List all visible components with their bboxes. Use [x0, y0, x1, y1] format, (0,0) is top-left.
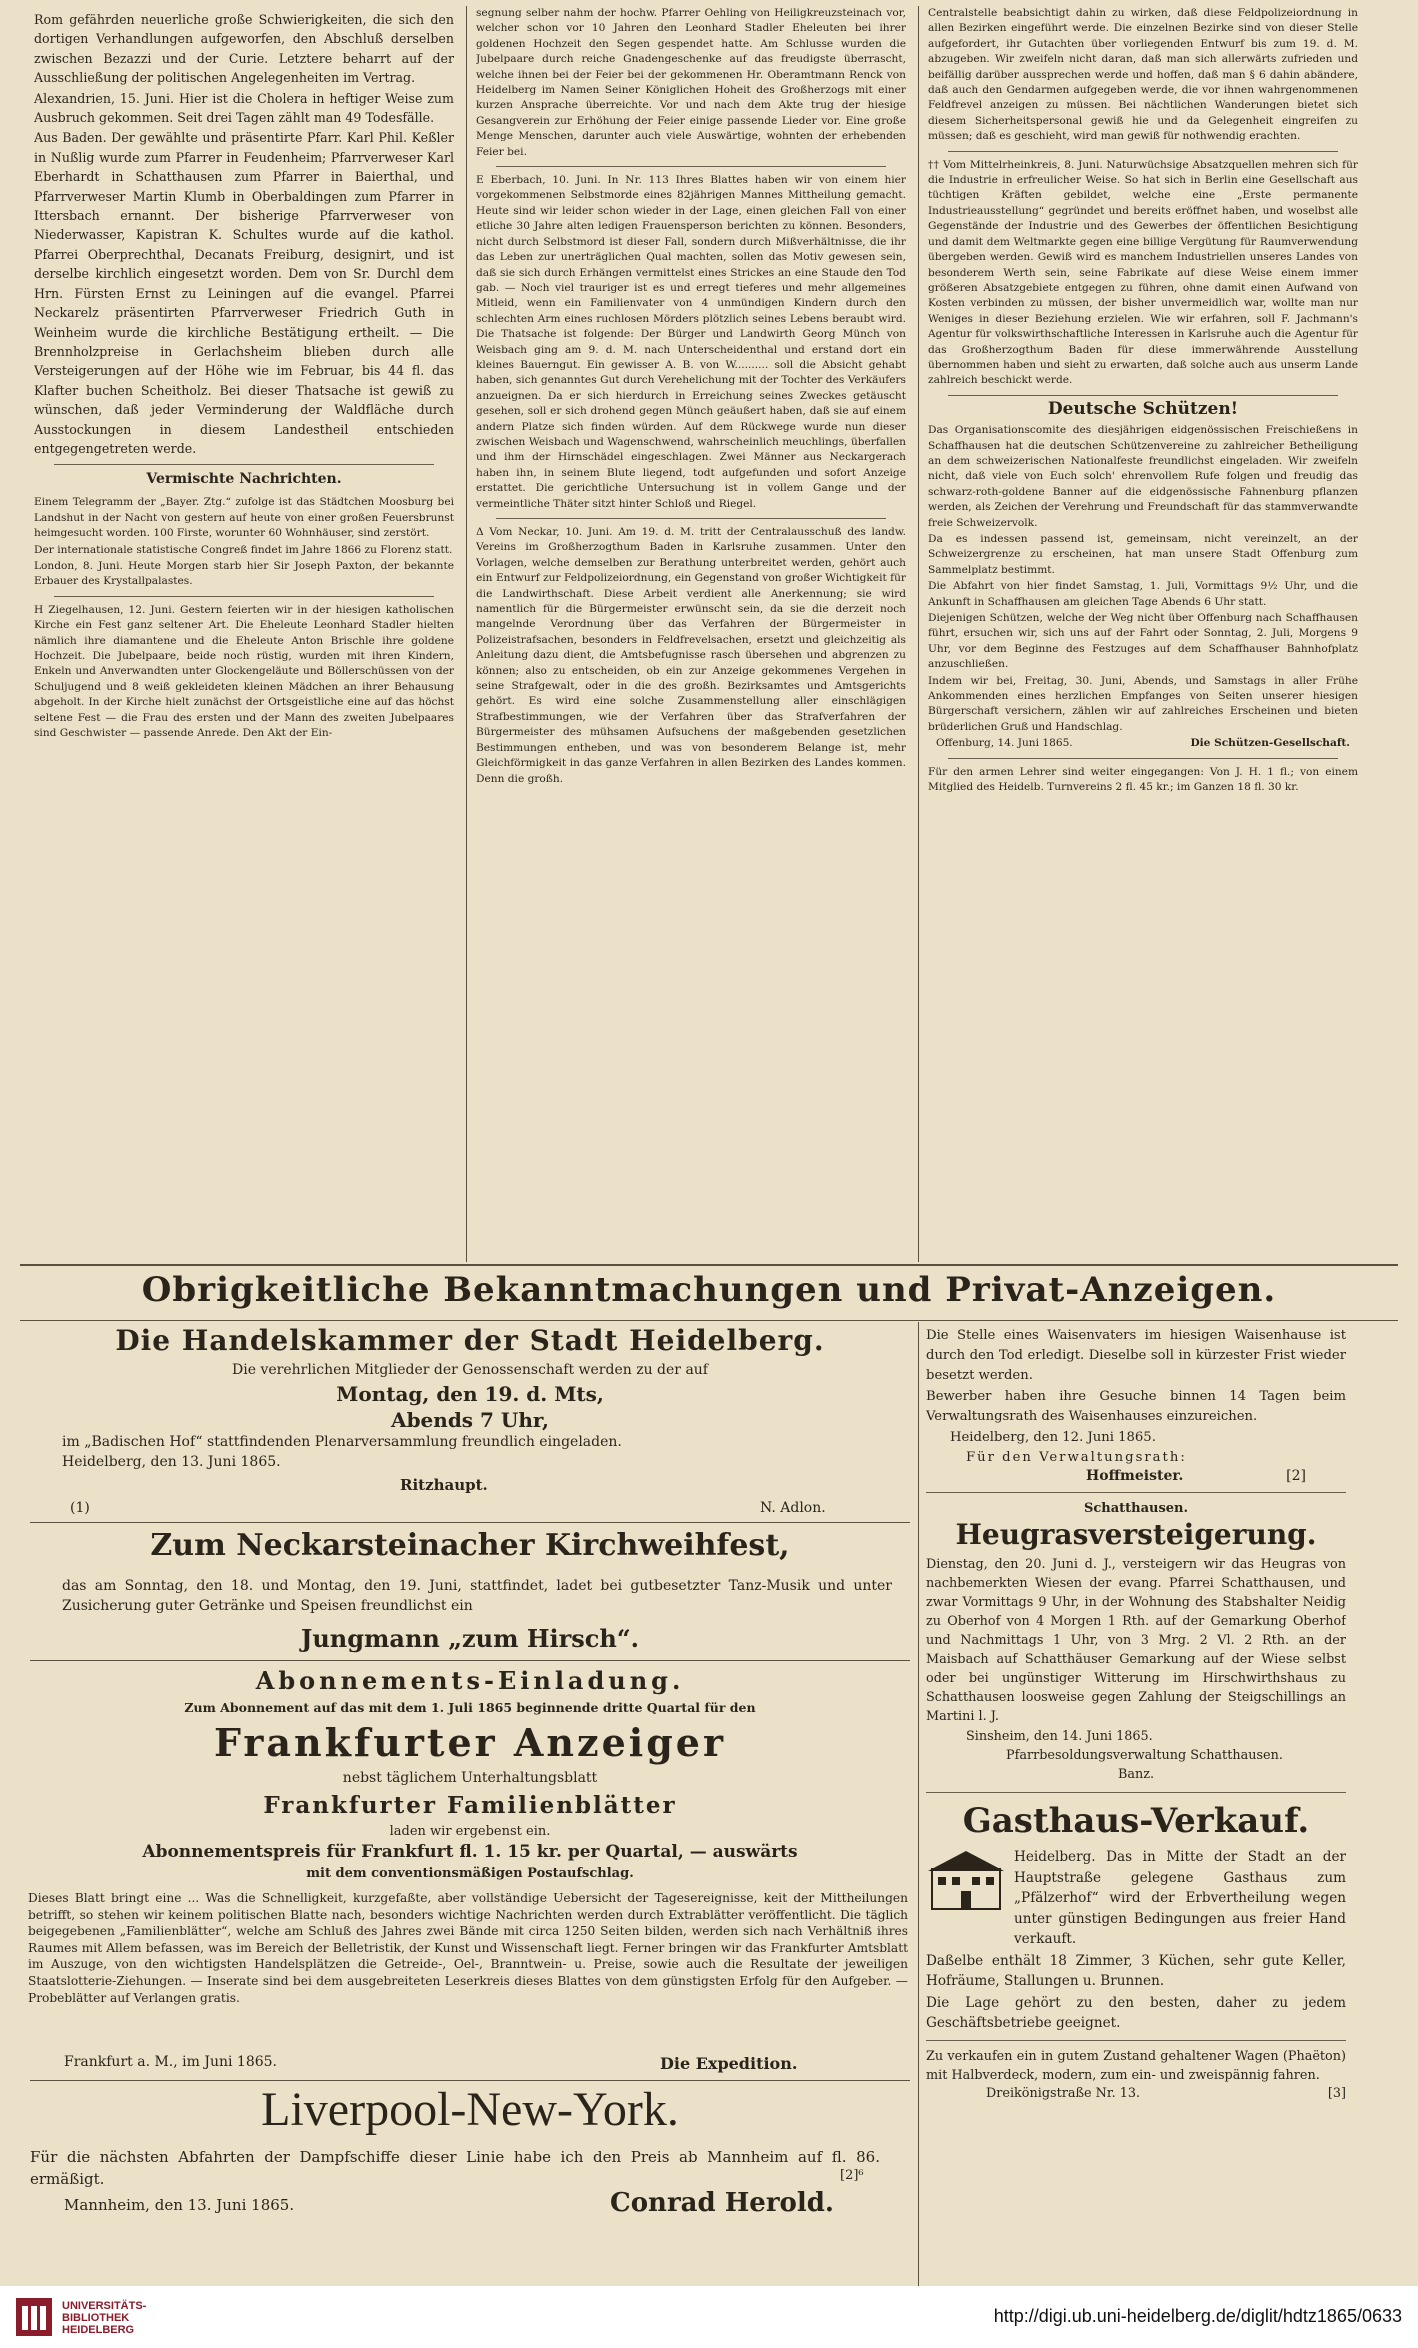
divider: [30, 1660, 910, 1661]
building-icon: [926, 1847, 1006, 1911]
sign-name: Die Schützen-Gesellschaft.: [1190, 737, 1350, 750]
ad-number: [2]⁶: [840, 2168, 864, 2183]
signature-line: [926, 1468, 1346, 1484]
ad-text: mit dem conventionsmäßigen Postaufschlag.: [306, 1866, 634, 1881]
ad-signature: Hoffmeister.: [1086, 1468, 1184, 1484]
ad-signature: Pfarrbesoldungsverwaltung Schatthausen.: [1006, 1748, 1283, 1763]
article-alexandrien: Alexandrien, 15. Juni. Hier ist die Cholera in heftiger Weise zum Ausbruch gekommen. Seit drei Tagen zählt man 49 Todesfälle.: [34, 90, 454, 126]
ad-body: Daßelbe enthält 18 Zimmer, 3 Küchen, sehr gute Keller, Hofräume, Stallungen u. Brunnen.: [926, 1952, 1346, 1989]
section-rule: [20, 1264, 1398, 1266]
library-name: [62, 2300, 146, 2336]
ad-place-date: Heidelberg, den 12. Juni 1865.: [950, 1430, 1156, 1445]
column-3: [928, 6, 1358, 1262]
article-mittelrheinkreis: †† Vom Mittelrheinkreis, 8. Juni. Naturwüchsige Absatzquellen mehren sich für die Industrie in erfreulicher Weise. So hat sich in Berlin eine Gesellschaft aus tüchtigen Kräften gebildet, welche eine „Erste permanente Industrieausstellung“ gegründet und bereits eröffnet haben, und woselbst alle Gegenstände der Industrie und des Gewerbes der öffentlichen Besichtigung und damit dem Weltmarkte gegen eine billige Vergütung für Raumverwendung übergeben werden. Gewiß wird es manchem Industriellen unseres Landes von besonderem Werth sein, seine Fabrikate auf diese Weise einem immer größeren Absatzgebiete entgegen zu führen, ohne damit einen Aufwand von Kosten verbinden zu müssen, der bisher unvermeidlich war, wollte man nur Weniges in dieser Beziehung erzielen. Wie wir erfahren, soll F. Jachmann's Agentur für volkswirthschaftliche Interessen in Karlsruhe auch die Agentur für das Großherzogthum Baden für diese immerwährende Ausstellung übernommen haben und sieht zu erwarten, daß solche auch aus unserm Lande zahlreich beschickt werde.: [928, 158, 1358, 387]
ad-waisenvater: Die Stelle eines Waisenvaters im hiesigen Waisenhause ist durch den Tod erledigt. Dieselbe soll in kürzester Frist wieder besetzt werden.: [926, 1328, 1346, 1383]
section-heading: Deutsche Schützen!: [1047, 398, 1239, 419]
divider: [54, 596, 434, 597]
ad-number: [3]: [1327, 2085, 1346, 2101]
news-item: H Ziegelhausen, 12. Juni. Gestern feierten wir in der hiesigen katholischen Kirche ein Fest ganz seltener Art. Die Eheleute Leonhard Stadler hielten nämlich ihre diamantene und die Eheleute Anton Brischle ihre goldene Hochzeit. Die Jubelpaare, beide noch rüstig, wurden mit ihren Kindern, Enkeln und Anverwandten unter Glockengeläute und Böllerschüssen von der Schuljugend und 8 weiß gekleideten kleinen Mädchen an ihrer Behausung abgeholt. In der Kirche hielt zunächst der Ortsgeistliche eine auf das höchst seltene Fest — die Frau des ersten und der Mann des zweiten Jubelpaares sind Geschwister — passende Anrede. Den Akt der Ein-: [34, 603, 454, 740]
ad-place: Schatthausen.: [1083, 1501, 1189, 1516]
ad-signature: N. Adlon.: [760, 1500, 826, 1516]
ads-right-column: [926, 1326, 1346, 2286]
ad-abonnement-title: Abonnements-Einladung.: [255, 1666, 685, 1695]
news-item: Einem Telegramm der „Bayer. Ztg.“ zufolge ist das Städtchen Moosburg bei Landshut in der Nacht von gestern auf heute von einer großen Feuersbrunst heimgesucht worden. 100 Firste, worunter 60 Wohnhäuser, sind zerstört.: [34, 496, 454, 540]
ad-place-date: Sinsheim, den 14. Juni 1865.: [966, 1729, 1153, 1744]
ad-signature: Ritzhaupt.: [400, 1476, 488, 1494]
ad-text: Zum Abonnement auf das mit dem 1. Juli 1865 beginnende dritte Quartal für den: [184, 1700, 756, 1715]
divider: [926, 1492, 1346, 1493]
ad-heugras-title: Heugrasversteigerung.: [955, 1518, 1317, 1551]
ad-text: Für den Verwaltungsrath:: [966, 1450, 1187, 1465]
divider: [948, 151, 1338, 152]
ad-gasthaus-block: [926, 1847, 1346, 1951]
ad-text: das am Sonntag, den 18. und Montag, den 19. Juni, stattfindet, ladet bei gutbesetzter Tanz-Musik und unter Zusicherung guter Getränke und Speisen freundlichst ein: [62, 1578, 892, 1614]
university-library-logo-icon: [14, 2294, 54, 2340]
article-text: Für den armen Lehrer sind weiter eingegangen: Von J. H. 1 fl.; von einem Mitglied des Heidelb. Turnvereins 2 fl. 45 kr.; im Ganzen 18 fl. 30 kr.: [928, 765, 1358, 794]
divider: [496, 518, 886, 519]
ad-liverpool-title: Liverpool-New-York.: [261, 2083, 679, 2136]
footer-bar: [0, 2286, 1418, 2348]
ad-price: Abonnementspreis für Frankfurt fl. 1. 15 kr. per Quartal, — auswärts: [142, 1842, 798, 1862]
article-text: Da es indessen passend ist, gemeinsam, nicht vereinzelt, an der Schweizergrenze zu erscheinen, hat man unsere Stadt Offenburg zum Sammelplatz bestimmt.: [928, 533, 1358, 576]
column-rule: [918, 6, 919, 1262]
article-text: Die Abfahrt von hier findet Samstag, 1. Juli, Vormittags 9½ Uhr, und die Ankunft in Schaffhausen am gleichen Tage Abends 6 Uhr statt.: [928, 580, 1358, 608]
ad-gasthaus-title: Gasthaus-Verkauf.: [962, 1801, 1310, 1841]
article-vom-neckar: Δ Vom Neckar, 10. Juni. Am 19. d. M. tritt der Centralausschuß des landw. Vereins im Großherzogthum Baden in Karlsruhe zusammen. Unter den Vorlagen, welche demselben zur Berathung unterbreitet werden, gehört auch ein Entwurf zur Feldpolizeiordnung, ein Gegenstand von großer Wichtigkeit für die Landwirthschaft. Diese Arbeit verdient alle Anerkennung; sie wird namentlich für die Bürgermeister erwünscht sein, da sie die derzeit noch mangelnde Verordnung über das Verfahren der Bürgermeister in Polizeistrafsachen, besonders in Feldfrevelsachen, ersetzt und gleichzeitig als Anleitung dazu dient, die Amtsbefugnisse rasch übersehen und abgrenzen zu können; also zu entscheiden, ob ein zur Anzeige gekommenes Vergehen in seine Strafgewalt, oder in die des großh. Bezirksamtes und Amtsgerichts gehört. Es wird eine solche Zusammenstellung aller einschlägigen Strafbestimmungen, wie der Verfahren über das Strafverfahren der Bürgermeister des mühsamen Aufsuchens der maßgebenden gesetzlichen Bestimmungen entheben, und was von besonderem Belange ist, mehr Gleichförmigkeit in das ganze Verfahren in allen Bezirken des Landes kommen. Denn die großh.: [476, 526, 906, 785]
column-rule: [466, 6, 467, 1262]
ad-place-date: Heidelberg, den 13. Juni 1865.: [62, 1454, 281, 1470]
ad-number: [2]: [1286, 1468, 1306, 1484]
article-aus-baden: Aus Baden. Der gewählte und präsentirte Pfarr. Karl Phil. Keßler in Nußlig wurde zum Pfarrer in Feudenheim; Pfarrverweser Karl Eberhardt in Schatthausen zum Pfarrer in Baierthal, und Pfarrverweser Martin Klumb in Oberbaldingen zum Pfarrer in Ittersbach ernannt. Der bisherige Pfarrverweser von Niederwasser, Kapistran K. Schultes wurde auf die kathol. Pfarrei Oberprechthal, Decanats Freiburg, designirt, und ist derselbe kirchlich eingesetzt worden. Dem von Sr. Durchl dem Hrn. Fürsten Ernst zu Leiningen auf die evangel. Pfarrei Neckarelz präsentirten Pfarrverweser Friedrich Guth in Weinheim wurde die kirchliche Bestätigung ertheilt. — Die Brennholzpreise in Gerlachsheim blieben durch alle Versteigerungen auf der Höhe wie im Februar, bis 44 fl. das Klafter buchen Scheitholz. Bei dieser Thatsache ist gewiß zu wünschen, daß jeder Verminderung der Waldfläche durch Ausstockungen in diesem Landestheil entschieden entgegengetreten werde.: [34, 130, 454, 456]
divider: [30, 1522, 910, 1523]
ad-signature: Banz.: [1117, 1767, 1155, 1782]
ad-time: Abends 7 Uhr,: [391, 1408, 549, 1432]
ad-text: Für die nächsten Abfahrten der Dampfschiffe dieser Linie habe ich den Preis ab Mannheim auf fl. 86. ermäßigt.: [30, 2148, 880, 2188]
divider: [496, 166, 886, 167]
article-text: Centralstelle beabsichtigt dahin zu wirken, daß diese Feldpolizeiordnung in allen Bezirken eingeführt werde. Die einzelnen Bezirke sind von dieser Stelle aufgefordert, ihr Gutachten über vorliegenden Entwurf bis zum 19. d. M. abzugeben. Wir zweifeln nicht daran, daß man sich allerwärts zufrieden und beifällig darüber aussprechen werde und hoffen, daß man § 6 dahin abändere, daß auch den Gendarmen aufgegeben werde, die vor ihnen wahrgenommenen Feldfrevel anzeigen zu müssen. Bei nächtlichen Wanderungen bietet sich diesem Sicherheitspersonal gewiß hie und da Gelegenheit eingreifen zu müssen; daß es geschieht, wird man gewiß für nothwendig erachten.: [928, 7, 1358, 143]
ad-handelskammer-title: Die Handelskammer der Stadt Heidelberg.: [115, 1324, 825, 1357]
column-1: [34, 10, 454, 1262]
ad-signature: Conrad Herold.: [610, 2188, 834, 2218]
divider: [30, 2080, 910, 2081]
ads-banner: Obrigkeitliche Bekanntmachungen und Privat-Anzeigen.: [141, 1270, 1277, 1310]
sign-place: Offenburg, 14. Juni 1865.: [936, 737, 1073, 750]
library-line: HEIDELBERG: [62, 2324, 135, 2336]
ad-address: Dreikönigstraße Nr. 13.: [986, 2085, 1141, 2101]
ad-signature: Die Expedition.: [660, 2054, 798, 2073]
ad-kirchweih-title: Zum Neckarsteinacher Kirchweihfest,: [150, 1528, 790, 1563]
article-text: Diejenigen Schützen, welche der Weg nicht über Offenburg nach Schaffhausen führt, ersuchen wir, sich uns auf der Fahrt oder Sonntag, 2. Juli, Morgens 9 Uhr, vor dem Beginne des Festzuges auf dem Schaffhauser Bahnhofplatz anzuschließen.: [928, 612, 1358, 671]
article-text: Das Organisationscomite des diesjährigen eidgenössischen Freischießens in Schaffhausen hat die deutschen Schützenvereine zu zahlreicher Betheiligung an dem schweizerischen Nationalfeste freundlichst eingeladen. Wir zweifeln nicht, daß viele von Euch solch' ehrenvollem Rufe folgen und freudig das schwarz-roth-goldene Banner auf die eidgenössische Fahnenburg pflanzen werden, als Zeichen der Verehrung und Freundschaft für das stammverwandte freie Schweizervolk.: [928, 424, 1358, 529]
ad-place-date: Frankfurt a. M., im Juni 1865.: [64, 2054, 278, 2070]
ad-text: laden wir ergebenst ein.: [389, 1824, 551, 1839]
news-item: London, 8. Juni. Heute Morgen starb hier Sir Joseph Paxton, der bekannte Erbauer des Krystallpalastes.: [34, 559, 454, 588]
ad-subtitle: Frankfurter Familienblätter: [263, 1792, 677, 1819]
ad-number: (1): [70, 1500, 90, 1516]
ad-signature: Jungmann „zum Hirsch“.: [300, 1624, 640, 1653]
ad-date: Montag, den 19. d. Mts,: [336, 1382, 604, 1406]
ad-text: nebst täglichem Unterhaltungsblatt: [342, 1770, 598, 1786]
ad-text: Die verehrlichen Mitglieder der Genossenschaft werden zu der auf: [232, 1362, 708, 1378]
article-text: segnung selber nahm der hochw. Pfarrer Oehling von Heiligkreuzsteinach vor, welcher schon vor 10 Jahren den Leonhard Stadler Eheleuten bei ihrer goldenen Hochzeit den Segen gespendet hatte. Am Schlusse wurden die Jubelpaare durch reiche Gnadengeschenke auf das freudigste überrascht, welche ihnen bei der Feier bei der gekommenen Hr. Oberamtmann Renck von Heidelberg im Namen Seiner Königlichen Hoheit des Großherzogs mit einer kurzen Ansprache überreichte. Vor und nach dem Akte trug der hiesige Gesangverein zur Erhöhung der Feier einige passende Lieder vor. Eine große Menge Menschen, darunter auch viele Auswärtige, wohnten der erhebenden Feier bei.: [476, 7, 906, 158]
ad-body: Dienstag, den 20. Juni d. J., versteigern wir das Heugras von nachbemerkten Wiesen der evang. Pfarrei Schatthausen, und zwar Vormittags 9 Uhr, in der Wohnung des Stabshalter Neidig zu Oberhof von 4 Morgen 1 Rth. auf der Gemarkung Oberhof und Nachmittags 1 Uhr, von 3 Mrg. 2 Vl. 2 Rth. an der Maisbach auf Schatthäuser Gemarkung auf der Wiese selbst oder bei ungünstiger Witterung im Hirschwirthshaus zu Schatthausen loosweise gegen Zahlung der Steigschillings an Martini l. J.: [926, 1557, 1346, 1724]
divider: [926, 2040, 1346, 2041]
library-line: UNIVERSITÄTS-: [62, 2300, 147, 2312]
ad-frankfurter-title: Frankfurter Anzeiger: [214, 1720, 726, 1765]
ad-body: Dieses Blatt bringt eine ... Was die Schnelligkeit, kurzgefaßte, aber vollständige Uebersicht der Tagesereignisse, keit der Mittheilungen betrifft, so stehen wir keinem politischen Blatte nach, besonders wichtige Nachrichten werden durch Extrablätter veröffentlicht. Die täglich beigegebenen „Familienblätter“, welche am Schluß des Jahres zwei Bände mit circa 1250 Seiten bilden, werden sich nach Verhältniß ihres Raumes mit Allem befassen, was im Bereich der Belletristik, der Kunst und Wissenschaft liegt. Ferner bringen wir das Frankfurter Amtsblatt im Auszuge, von den wichtigsten Handelsplätzen die Getreide-, Oel-, Branntwein- u. Preise, sowie auch die Resultate der jeweiligen Staatslotterie-Ziehungen. — Inserate sind bei dem ausgebreiteten Leserkreis dieses Blattes von dem günstigsten Erfolg für den Aufgeber. — Probeblätter auf Verlangen gratis.: [28, 1891, 908, 2005]
ad-body: Heidelberg. Das in Mitte der Stadt an der Hauptstraße gelegene Gasthaus zum „Pfälzerhof“ wird der Erbvertheilung wegen unter günstigen Bedingungen aus freier Hand verkauft.: [1014, 1849, 1346, 1947]
permalink-url[interactable]: http://digi.ub.uni-heidelberg.de/diglit/hdtz1865/0633: [993, 2306, 1402, 2326]
divider: [948, 758, 1338, 759]
ad-text: im „Badischen Hof“ stattfindenden Plenarversammlung freundlich eingeladen.: [62, 1434, 622, 1450]
article-text: Indem wir bei, Freitag, 30. Juni, Abends, und Samstags in aller Frühe Ankommenden eines herzlichen Empfanges von Seiten unserer hiesigen Bürgerschaft versichern, zählen wir auf zahlreiches Erscheinen und bieten brüderlichen Gruß und Handschlag.: [928, 674, 1358, 733]
signature-line: [928, 736, 1358, 751]
column-2: [476, 6, 906, 1262]
divider: [926, 1792, 1346, 1793]
ad-zu-verkaufen: Zu verkaufen ein in gutem Zustand gehaltener Wagen (Phaëton) mit Halbverdeck, modern, zum ein- und zweispännig fahren.: [926, 2048, 1346, 2083]
library-line: BIBLIOTHEK: [62, 2312, 130, 2324]
divider: [54, 464, 434, 465]
section-heading: Vermischte Nachrichten.: [146, 471, 342, 488]
article-text: Rom gefährden neuerliche große Schwierigkeiten, die sich den dortigen Verhandlungen aufgeworfen, den Abschluß derselben zwischen Bezazzi und der Curie. Letztere beharrt auf der Ausschließung der politischen Angelegenheiten im Vertrag.: [34, 12, 454, 86]
article-eberbach: E Eberbach, 10. Juni. In Nr. 113 Ihres Blattes haben wir von einem hier vorgekommenen Selbstmorde eines 82jährigen Mannes Mittheilung gemacht. Heute sind wir leider schon wieder in der Lage, einen gleichen Fall von einer etliche 30 Jahre alten ledigen Frauensperson berichten zu können. Besonders, nicht durch Selbstmord ist dieser Fall, sondern durch Mißverhältnisse, die ihr das Leben zur unerträglichen Qual machten, sollen das Motiv gewesen sein, daß sie sich durch Erhängen vermittelst eines Strickes an eine Staude den Tod gab. — Noch viel trauriger ist es und erregt tieferes und mehr allgemeines Mitleid, wenn ein Familienvater von 4 unmündigen Kindern durch den schlechten Arm eines ruchlosen Mörders plötzlich seines Lebens beraubt wird. Die Thatsache ist folgende: Der Bürger und Landwirth Georg Münch von Weisbach ging am 9. d. M. nach Unterscheidenthal und erstand dort ein kleines Bauerngut. Ein gewisser A. B. von W.......... soll die Absicht gehabt haben, sich genanntes Gut durch Verehelichung mit der Tochter des Verkäufers anzueignen. Da er sich hierdurch in Erreichung seines Zweckes getäuscht gesehen, soll er sich drohend gegen Münch geäußert haben, daß sie auf einem andern Platze sich finden würden. Auf dem Rückwege wurde nun dieser zwischen Weisbach und Wagenschwend, wahrscheinlich meuchlings, überfallen und ihm der Hirnschädel eingeschlagen. Zwei Männer aus Neckargerach haben ihn, in seinem Blute liegend, todt aufgefunden und sofort Anzeige erstattet. Die gerichtliche Untersuchung ist in vollem Gange und der vermeintliche Thäter sitzt hinter Schloß und Riegel.: [476, 174, 906, 510]
signature-line: [926, 2086, 1346, 2101]
ad-place-date: Mannheim, den 13. Juni 1865.: [64, 2196, 295, 2214]
section-rule: [20, 1320, 1398, 1321]
ad-text: Bewerber haben ihre Gesuche binnen 14 Tagen beim Verwaltungsrath des Waisenhauses einzureichen.: [926, 1389, 1346, 1424]
divider: [948, 395, 1338, 396]
column-rule: [918, 1322, 919, 2286]
ad-body: Die Lage gehört zu den besten, daher zu jedem Geschäftsbetriebe geeignet.: [926, 1994, 1346, 2031]
news-item: Der internationale statistische Congreß findet im Jahre 1866 zu Florenz statt.: [34, 543, 453, 556]
